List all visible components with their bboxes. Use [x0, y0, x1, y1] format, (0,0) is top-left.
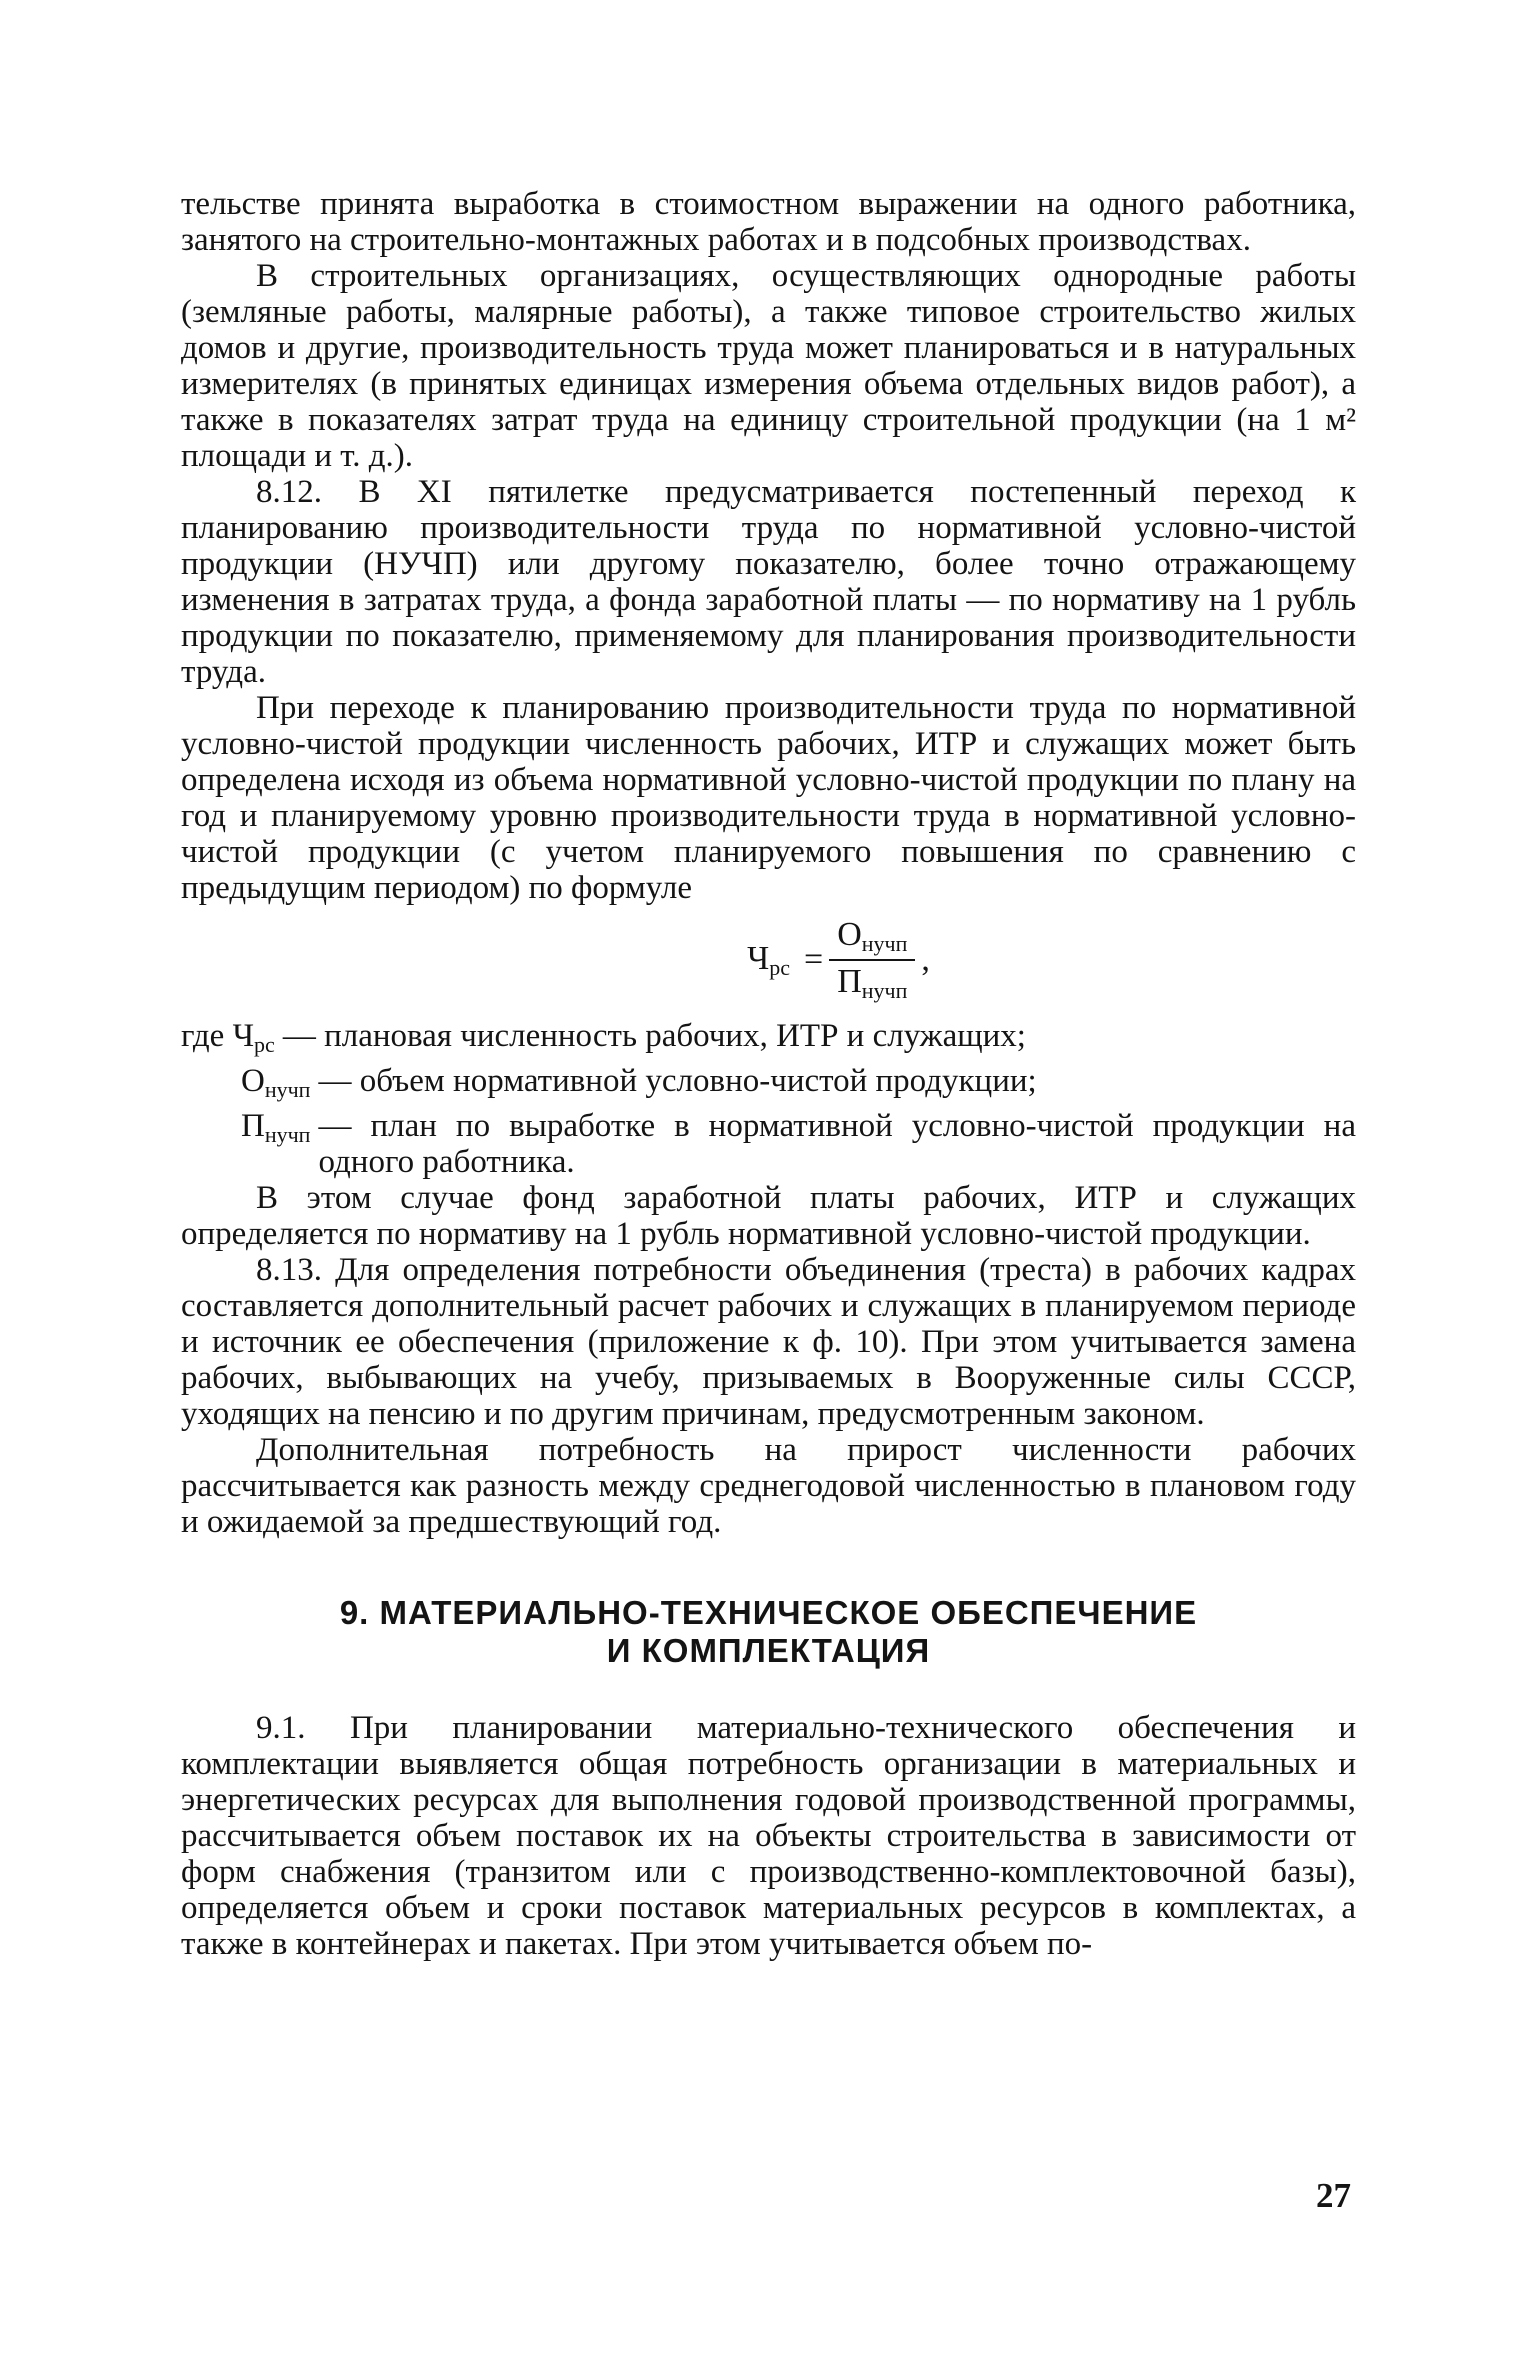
paragraph-8-13: 8.13. Для определения потребности объединения (треста) в рабочих кадрах составляется дополнительный расчет рабочих и служащих в планируемом периоде и источник ее обеспечения (приложение к ф. 10). При этом учитывается замена рабочих, выбывающих на учебу, призываемых в Вооруженные силы СССР, уходящих на пенсию и по другим причинам, предусмотренным законом. — [181, 1252, 1356, 1432]
legend-row — [241, 1108, 1356, 1180]
formula-numerator: $О_{нучп}$ — [829, 916, 915, 961]
section-heading — [181, 1594, 1356, 1670]
legend-symbol: $П_{нучп}$ — [241, 1108, 311, 1147]
formula-legend — [181, 1018, 1356, 1180]
legend-desc: — плановая численность рабочих, ИТР и служащих; — [282, 1018, 1026, 1054]
paragraph-wage-fund: В этом случае фонд заработной платы рабочих, ИТР и служащих определяется по нормативу на 1 рубль нормативной условно-чистой продукции. — [181, 1180, 1356, 1252]
legend-symbol: $О_{нучп}$ — [241, 1063, 311, 1102]
section-heading-line1: 9. МАТЕРИАЛЬНО-ТЕХНИЧЕСКОЕ ОБЕСПЕЧЕНИЕ — [339, 1594, 1198, 1631]
formula-equals: = — [804, 941, 824, 978]
formula-denominator: $П_{нучп}$ — [837, 963, 908, 1003]
paragraph-9-1: 9.1. При планировании материально-технического обеспечения и комплектации выявляется общая потребность организации в материальных и энергетических ресурсах для выполнения годовой производственной программы, рассчитывается объем поставок их на объекты строительства в зависимости от форм снабжения (транзитом или с производственно-комплектовочной базы), определяется объем и сроки поставок материальных ресурсов в комплектах, а также в контейнерах и пакетах. При этом учитывается объем по- — [181, 1710, 1356, 1962]
document-page — [181, 186, 1356, 1962]
legend-row — [241, 1063, 1356, 1108]
legend-lead: где $Ч_{рс}$ — [181, 1018, 275, 1057]
formula-fraction — [829, 916, 915, 1004]
legend-desc: — объем нормативной условно-чистой продукции; — [318, 1063, 1037, 1099]
paragraph-8-12: 8.12. В XI пятилетке предусматривается постепенный переход к планированию производительности труда по нормативной условно-чистой продукции (НУЧП) или другому показателю, более точно отражающему изменения в затратах труда, а фонда заработной платы — по нормативу на 1 рубль продукции по показателю, применяемому для планирования производительности труда. — [181, 474, 1356, 690]
paragraph-additional-need: Дополнительная потребность на прирост численности рабочих рассчитывается как разность между среднегодовой численностью в плановом году и ожидаемой за предшествующий год. — [181, 1432, 1356, 1540]
page-number: 27 — [1316, 2176, 1351, 2215]
legend-desc: — план по выработке в нормативной условно-чистой продукции на одного работника. — [318, 1108, 1356, 1180]
legend-row — [181, 1018, 1356, 1063]
section-heading-line2: И КОМПЛЕКТАЦИЯ — [606, 1632, 931, 1669]
formula-lhs: $Ч_{рс}$ — [747, 939, 790, 980]
paragraph-natural-measures-text: В строительных организациях, осуществляющих однородные работы (земляные работы, малярные работы), а также типовое строительство жилых домов и другие, производительность труда может планироваться и в натуральных измерителях (в принятых единицах измерения объема отдельных видов работ), а также в показателях затрат труда на единицу строительной продукции (на 1 м² площади и т. д.). — [181, 258, 1356, 474]
formula-trailing-comma: , — [921, 941, 930, 978]
paragraph-transition: При переходе к планированию производительности труда по нормативной условно-чистой продукции численность рабочих, ИТР и служащих может быть определена исходя из объема нормативной условно-чистой продукции по плану на год и планируемому уровню производительности труда в нормативной условно-чистой продукции (с учетом планируемого повышения по сравнению с предыдущим периодом) по формуле — [181, 690, 1356, 906]
formula-headcount — [321, 916, 1356, 1004]
paragraph-continuation: тельстве принята выработка в стоимостном выражении на одного работника, занятого на строительно-монтажных работах и в подсобных производствах. — [181, 186, 1356, 258]
paragraph-natural-measures — [181, 258, 1356, 474]
